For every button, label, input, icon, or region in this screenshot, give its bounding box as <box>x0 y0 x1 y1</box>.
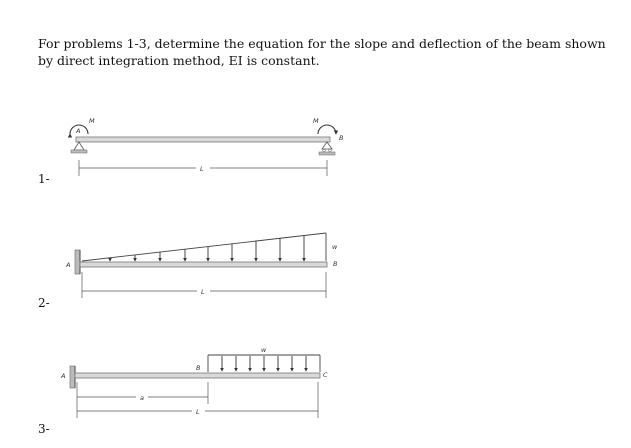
label-moment-left: M <box>89 117 95 125</box>
roller-support-b <box>319 142 335 155</box>
fixed-wall-a-3 <box>70 366 75 388</box>
label-load-w-2: w <box>332 243 338 251</box>
problem-1-label: 1- <box>38 172 50 186</box>
problem-instructions: For problems 1-3, determine the equation for the slope and deflection of the beam shown by direct integration method, EI is constant. <box>38 36 606 68</box>
load-arrows-3 <box>222 356 306 371</box>
label-free-end-c: C <box>323 371 328 379</box>
beam-3 <box>75 373 320 378</box>
moment-arrow-right <box>318 125 336 134</box>
label-load-w-3: w <box>261 346 267 354</box>
figure-3 <box>60 346 328 418</box>
label-free-end-b: B <box>333 260 338 268</box>
label-length-1: L <box>200 165 204 173</box>
label-length-3: L <box>196 408 200 416</box>
label-fixed-end-a-3: A <box>61 372 66 380</box>
label-support-a: A <box>76 127 81 135</box>
label-partial-length-a: a <box>140 394 144 402</box>
figure-1 <box>70 117 344 176</box>
label-moment-right: M <box>313 117 319 125</box>
fixed-wall-a <box>75 250 80 274</box>
problem-2-label: 2- <box>38 296 50 310</box>
triangular-load-envelope <box>82 233 326 261</box>
label-length-2: L <box>201 288 205 296</box>
beam-1 <box>76 137 330 142</box>
pin-support-a <box>71 142 87 153</box>
beam-2 <box>80 262 327 267</box>
figure-2 <box>65 233 338 298</box>
label-fixed-end-a: A <box>66 261 71 269</box>
label-load-start-b: B <box>196 364 201 372</box>
load-arrows-2 <box>110 236 304 261</box>
label-support-b: B <box>339 134 344 142</box>
problem-3-label: 3- <box>38 422 50 436</box>
